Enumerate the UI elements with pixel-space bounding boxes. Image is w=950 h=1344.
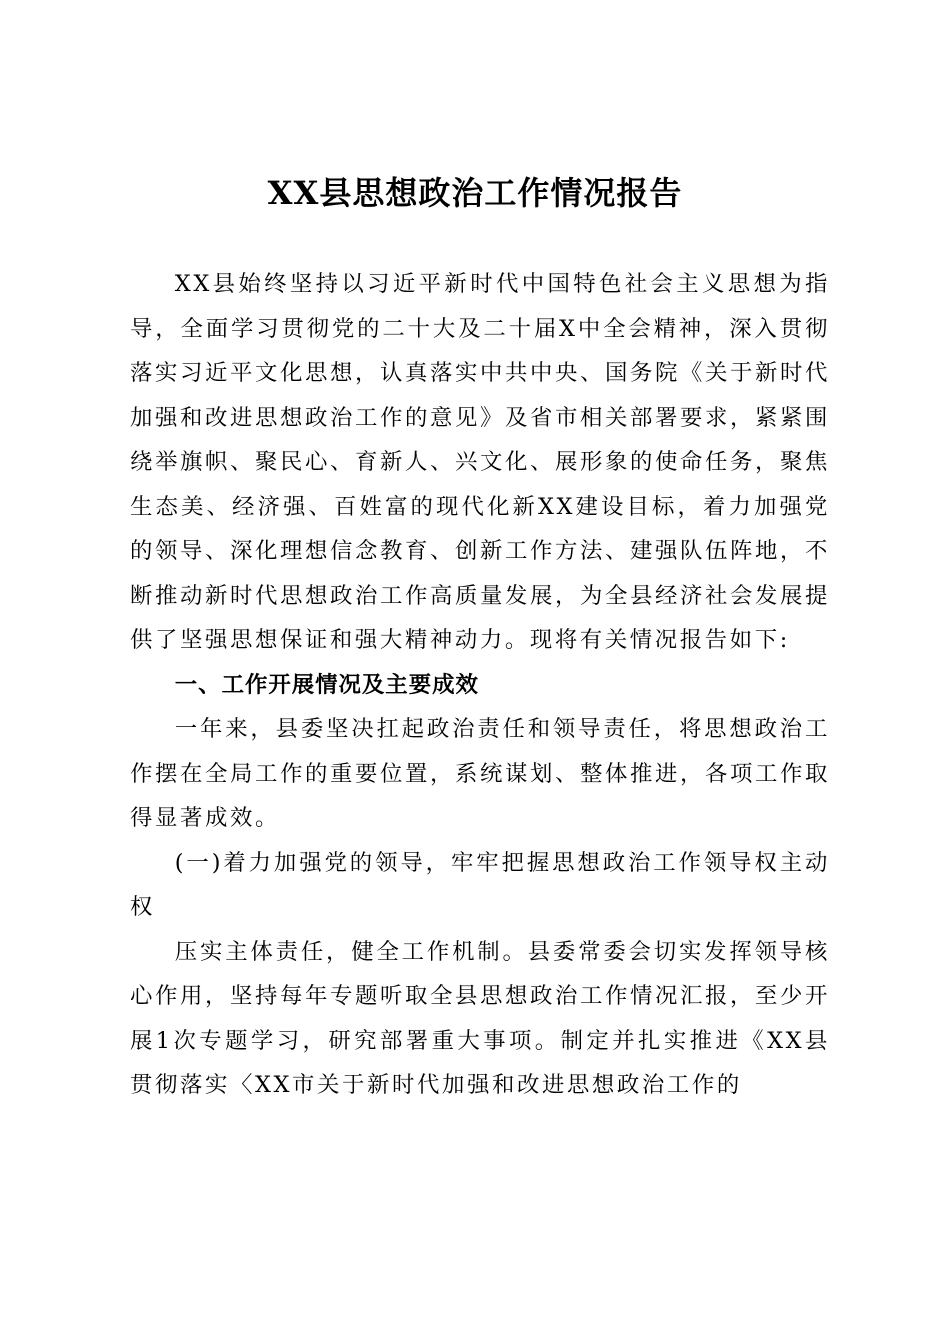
- section-heading: 一、工作开展情况及主要成效: [174, 671, 479, 698]
- subsection-heading: (一)着力加强党的领导，牢牢把握思想政治工作领导权主动权: [130, 849, 830, 920]
- document-body: [130, 262, 830, 1108]
- section-intro-paragraph: 一年来，县委坚决扛起政治责任和领导责任，将思想政治工作摆在全局工作的重要位置，系统谋划、整体推进，各项工作取得显著成效。: [130, 716, 830, 831]
- subsection-paragraph: 压实主体责任，健全工作机制。县委常委会切实发挥领导核心作用，坚持每年专题听取全县思想政治工作情况汇报，至少开展1次专题学习，研究部署重大事项。制定并扎实推进《XX县贯彻落实〈XX市关于新时代加强和改进思想政治工作的: [130, 938, 830, 1098]
- document-title: XX县思想政治工作情况报告: [267, 174, 683, 212]
- intro-paragraph: XX县始终坚持以习近平新时代中国特色社会主义思想为指导，全面学习贯彻党的二十大及二十届X中全会精神，深入贯彻落实习近平文化思想，认真落实中共中央、国务院《关于新时代加强和改进思想政治工作的意见》及省市相关部署要求，紧紧围绕举旗帜、聚民心、育新人、兴文化、展形象的使命任务，聚焦生态美、经济强、百姓富的现代化新XX建设目标，着力加强党的领导、深化理想信念教育、创新工作方法、建强队伍阵地，不断推动新时代思想政治工作高质量发展，为全县经济社会发展提供了坚强思想保证和强大精神动力。现将有关情况报告如下:: [130, 271, 830, 653]
